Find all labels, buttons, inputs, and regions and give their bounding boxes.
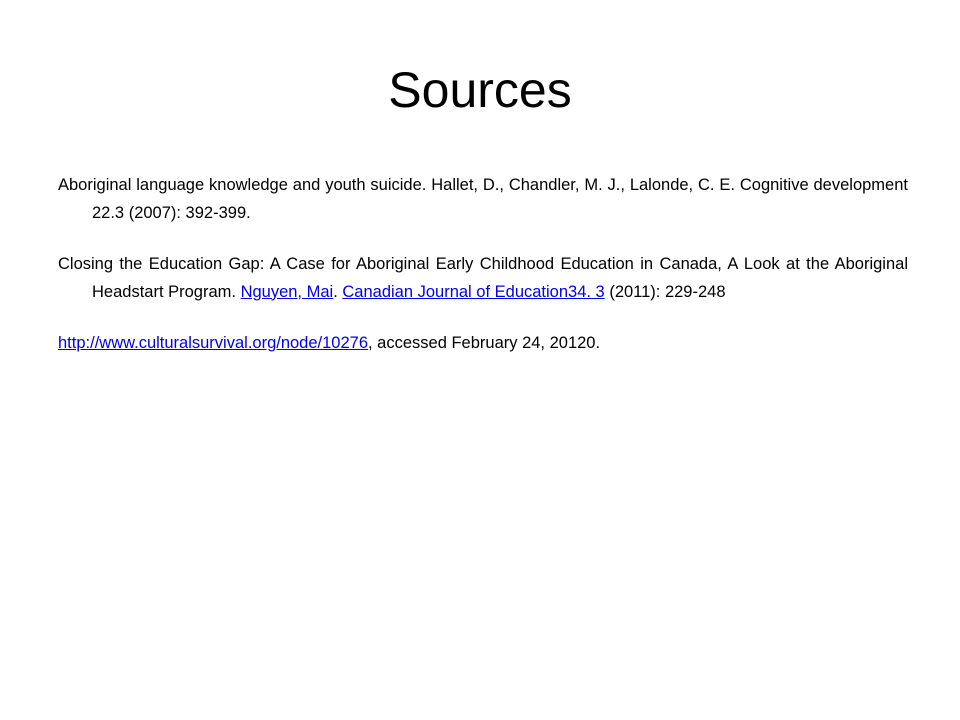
author-link[interactable]: Nguyen, Mai [240,282,334,301]
reference-text: Closing the Education Gap: A Case for Aboriginal Early Childhood Education in Canada, A Look at the Aboriginal Headstart Program. [58,255,908,301]
reference-text: Aboriginal language knowledge and youth suicide. Hallet, D., Chandler, M. J., Lalonde, C. E. Cognitive development 22.3 (2007): 392-399. [58,176,908,222]
url-link[interactable]: http://www.culturalsurvival.org/node/10276 [58,334,369,352]
slide-title: Sources [388,62,572,118]
reference-list [58,172,908,382]
reference-item [58,172,908,227]
journal-link[interactable]: Canadian Journal of Education34. 3 [342,282,605,301]
reference-separator: . [333,282,343,301]
reference-tail: (2011): 229-248 [604,282,726,301]
reference-item [58,330,908,358]
reference-tail: , accessed February 24, 20120. [368,334,601,352]
reference-item [58,251,908,306]
